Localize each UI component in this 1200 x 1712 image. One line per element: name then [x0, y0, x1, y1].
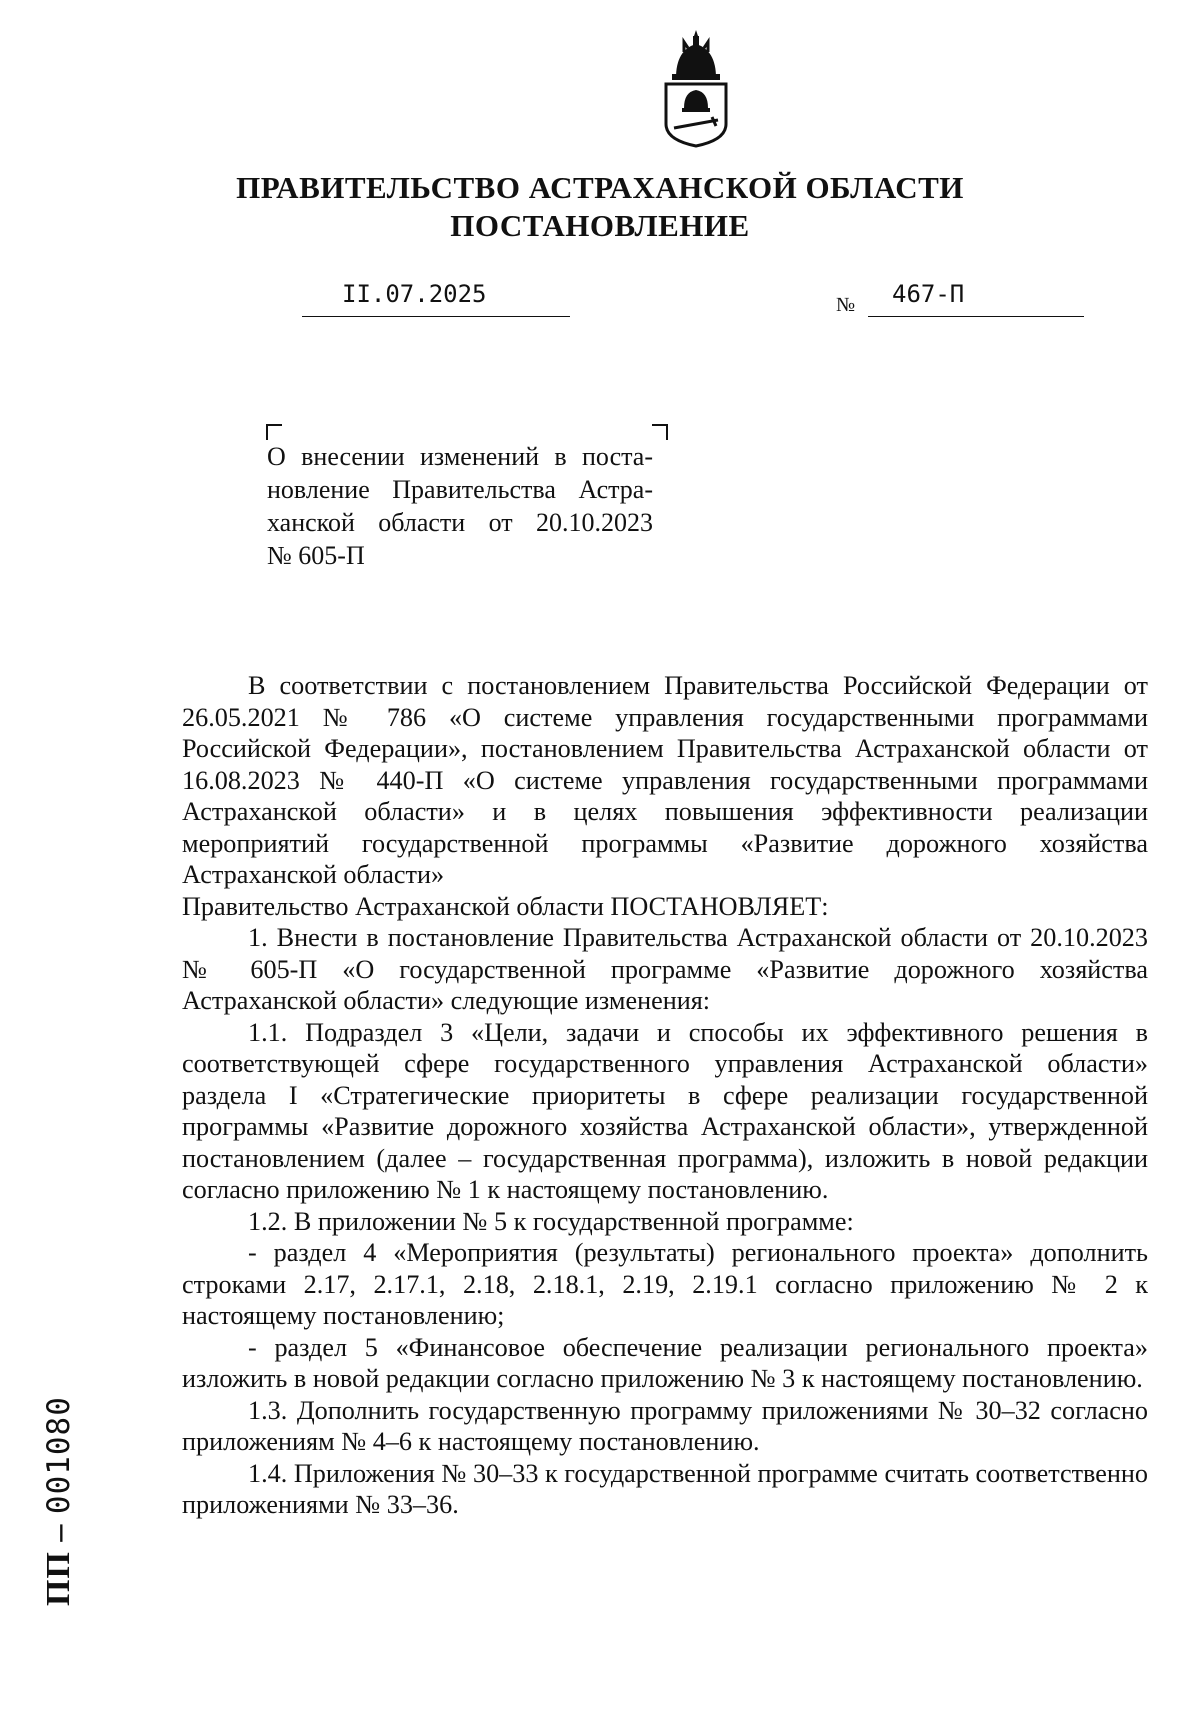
subject-line: О внесении изменений в поста- [267, 442, 653, 471]
decree-line: Правительство Астраханской области ПОСТАНОВЛЯЕТ: [182, 891, 829, 921]
document-number: 467-П [892, 280, 965, 308]
subject-line: новление Правительства Астра- [267, 475, 653, 504]
clause-paragraph: 1. Внести в постановление Правительства Астраханской области от 20.10.2023 № 605-П «О государственной программе «Развитие дорожного хозяйства Астраханской области» следующие изменения: [182, 923, 1148, 1015]
date-field [302, 280, 570, 317]
coat-of-arms-icon [658, 28, 734, 148]
clause-paragraph: 1.1. Подраздел 3 «Цели, задачи и способы их эффективного решения в соответствующей сфере государственного управления Астраханской области» раздела I «Стратегические приоритеты в сфере реализации государственной программы «Развитие дорожного хозяйства Астраханской области», утвержденной постановлением (далее – государственная программа), изложить в новой редакции согласно приложению № 1 к настоящему постановлению. [182, 1017, 1148, 1204]
number-field [868, 280, 1084, 317]
clause-paragraph: - раздел 5 «Финансовое обеспечение реализации регионального проекта» изложить в новой редакции согласно приложению № 3 к настоящему постановлению. [182, 1332, 1148, 1393]
clause-paragraph: 1.2. В приложении № 5 к государственной программе: [248, 1206, 854, 1236]
number-sign: № [836, 294, 856, 316]
government-title: ПРАВИТЕЛЬСТВО АСТРАХАНСКОЙ ОБЛАСТИ [236, 170, 964, 205]
clause-paragraph: 1.4. Приложения № 30–33 к государственной программе считать соответственно приложениями № 33–36. [182, 1458, 1148, 1519]
stamp-code: 001080 [41, 1396, 77, 1515]
document-body [182, 670, 1148, 1521]
clause-paragraph: - раздел 4 «Мероприятия (результаты) регионального проекта» дополнить строками 2.17, 2.17.1, 2.18, 2.18.1, 2.19, 2.19.1 согласно приложению № 2 к настоящему постановлению; [182, 1238, 1148, 1330]
clause-paragraph: 1.3. Дополнить государственную программу приложениями № 30–32 согласно приложениям № 4–6 к настоящему постановлению. [182, 1395, 1148, 1456]
document-date: II.07.2025 [342, 280, 487, 308]
document-type-title: ПОСТАНОВЛЕНИЕ [450, 208, 750, 243]
stamp-mark: ПП – [40, 1523, 77, 1606]
subject-line: № 605-П [267, 541, 365, 570]
subject-line: ханской области от 20.10.2023 [267, 508, 653, 537]
subject-corner-left [266, 424, 282, 440]
registration-stamp [40, 1396, 78, 1606]
preamble-paragraph: В соответствии с постановлением Правительства Российской Федерации от 26.05.2021 № 786 «О системе управления государственными программами Российской Федерации», постановлением Правительства Астраханской области от 16.08.2023 № 440-П «О системе управления государственными программами Астраханской области» и в целях повышения эффективности реализации мероприятий государственной программы «Развитие дорожного хозяйства Астраханской области» [182, 671, 1148, 889]
subject-corner-right [652, 424, 668, 440]
document-subject [267, 440, 653, 572]
